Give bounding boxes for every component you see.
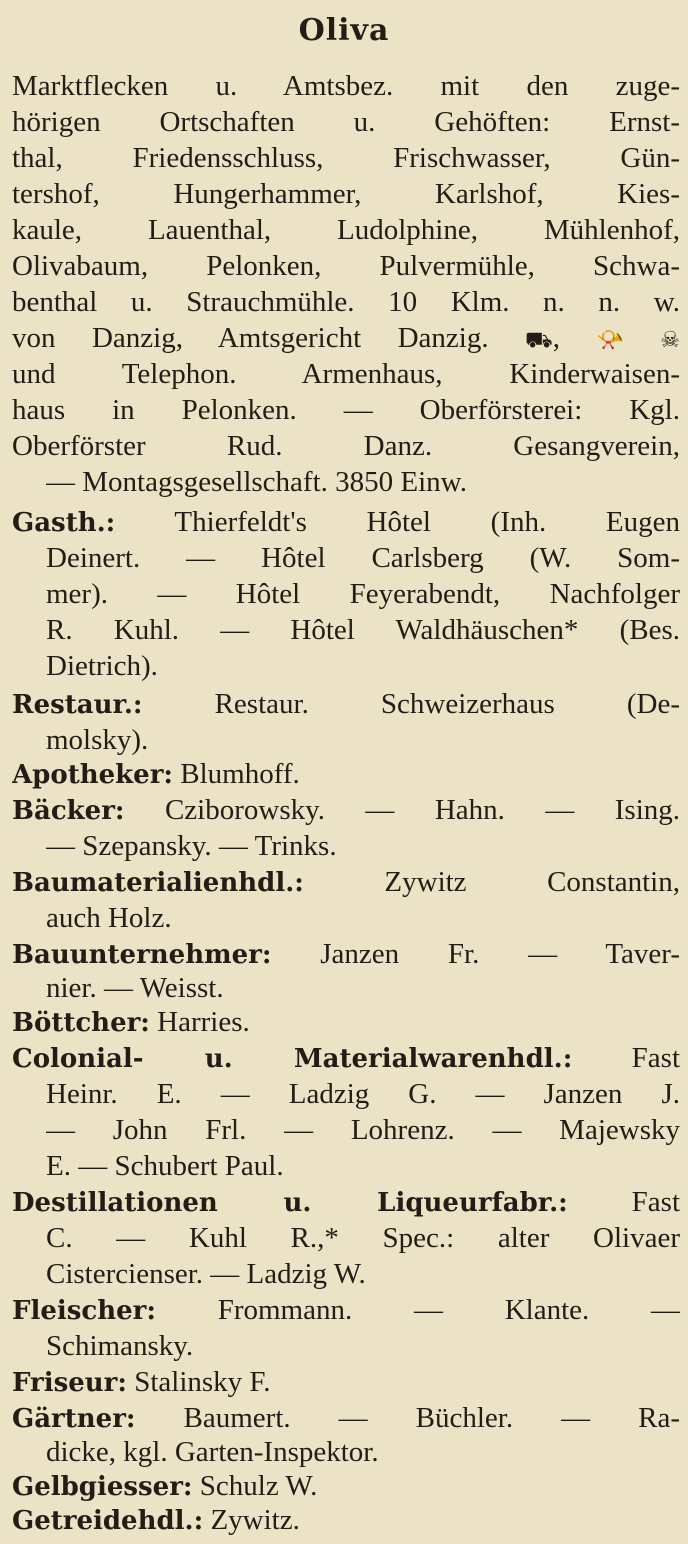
post-office-icon: ⛟ (525, 327, 553, 352)
entry-cont: auch Holz. (46, 902, 172, 934)
entry-apotheker (12, 756, 680, 792)
entry-gelbgiesser (12, 1468, 680, 1504)
entry-label: Friseur: (12, 1368, 127, 1398)
entry-label: Bäcker: (12, 796, 125, 826)
entry-label: Böttcher: (12, 1008, 150, 1038)
symbol-separator: , (552, 322, 560, 354)
entry-text: Restaur. Schweizerhaus (De- (214, 688, 680, 720)
entry-cont: — John Frl. — Lohrenz. — Majewsky (46, 1114, 680, 1146)
entry-text: Cziborowsky. — Hahn. — Ising. (164, 794, 680, 826)
intro-line: hörigen Ortschaften u. Gehöften: Ernst- (12, 106, 680, 138)
page-title: Oliva (298, 13, 390, 48)
entry-label: Restaur.: (12, 690, 143, 720)
entry-text: Baumert. — Büchler. — Ra- (183, 1402, 680, 1434)
entry-cont: molsky). (46, 724, 149, 756)
entry-cont: nier. — Weisst. (46, 972, 224, 1004)
entry-restaur (12, 686, 680, 722)
entry-destillation (12, 1184, 680, 1220)
entry-friseur (12, 1364, 680, 1400)
intro-line: Marktflecken u. Amtsbez. mit den zuge- (12, 70, 680, 102)
entry-label: Bauunternehmer: (12, 940, 272, 970)
entry-boettcher (12, 1004, 680, 1040)
entry-fleischer (12, 1292, 680, 1328)
entry-label: Colonial- u. Materialwarenhdl.: (12, 1044, 573, 1074)
entry-text: Frommann. — Klante. — (217, 1294, 680, 1326)
intro-line: thal, Friedensschluss, Frischwasser, Gün- (12, 142, 680, 174)
entry-cont: Dietrich). (46, 650, 158, 682)
entry-cont: E. — Schubert Paul. (46, 1150, 284, 1182)
intro-line: benthal u. Strauchmühle. 10 Klm. n. n. w. (12, 286, 680, 318)
entry-text: Schulz W. (199, 1470, 318, 1502)
entry-cont: — Szepansky. — Trinks. (46, 830, 337, 862)
entry-label: Getreidehdl.: (12, 1506, 204, 1536)
entry-bauunternehmer (12, 936, 680, 972)
entry-gaertner (12, 1400, 680, 1436)
entry-label: Gelbgiesser: (12, 1472, 193, 1502)
entry-cont: Deinert. — Hôtel Carlsberg (W. Som- (46, 542, 680, 574)
post-horn-icon: 📯 (596, 327, 624, 352)
intro-line: und Telephon. Armenhaus, Kinderwaisen- (12, 358, 680, 390)
telegraph-icon: ☠ (660, 327, 680, 352)
intro-line: — Montagsgesellschaft. 3850 Einw. (46, 466, 467, 498)
entry-cont: mer). — Hôtel Feyerabendt, Nachfolger (46, 578, 680, 610)
entry-cont: Heinr. E. — Ladzig G. — Janzen J. (46, 1078, 680, 1110)
entry-cont: R. Kuhl. — Hôtel Waldhäuschen* (Bes. (46, 614, 680, 646)
entry-text: Blumhoff. (180, 758, 300, 790)
entry-cont: Cistercienser. — Ladzig W. (46, 1258, 366, 1290)
entry-label: Baumaterialienhdl.: (12, 868, 304, 898)
entry-label: Gärtner: (12, 1404, 136, 1434)
entry-text: Stalinsky F. (134, 1366, 271, 1398)
intro-text: von Danzig, Amtsgericht Danzig. (12, 322, 489, 354)
entry-cont: Schimansky. (46, 1330, 194, 1362)
entry-text: Zywitz Constantin, (384, 866, 680, 898)
intro-line: kaule, Lauenthal, Ludolphine, Mühlenhof, (12, 214, 680, 246)
intro-line: Oberförster Rud. Danz. Gesangverein, (12, 430, 680, 462)
intro-line-with-symbols (12, 320, 680, 356)
entry-text: Janzen Fr. — Taver- (320, 938, 680, 970)
entry-label: Fleischer: (12, 1296, 156, 1326)
entry-label: Destillationen u. Liqueurfabr.: (12, 1188, 568, 1218)
entry-cont: dicke, kgl. Garten-Inspektor. (46, 1436, 379, 1468)
entry-cont: C. — Kuhl R.,* Spec.: alter Olivaer (46, 1222, 680, 1254)
entry-text: Fast (631, 1186, 680, 1218)
entry-baecker (12, 792, 680, 828)
entry-gasth (12, 504, 680, 540)
entry-colonial (12, 1040, 680, 1076)
intro-line: tershof, Hungerhammer, Karlshof, Kies- (12, 178, 680, 210)
entry-text: Harries. (157, 1006, 250, 1038)
entry-label: Gasth.: (12, 508, 116, 538)
intro-line: Olivabaum, Pelonken, Pulvermühle, Schwa- (12, 250, 680, 282)
entry-label: Apotheker: (12, 760, 174, 790)
entry-text: Zywitz. (210, 1504, 300, 1536)
intro-line: haus in Pelonken. — Oberförsterei: Kgl. (12, 394, 680, 426)
entry-text: Fast (631, 1042, 680, 1074)
entry-text: Thierfeldt's Hôtel (Inh. Eugen (174, 506, 680, 538)
entry-baumaterial (12, 864, 680, 900)
entry-getreide (12, 1502, 680, 1538)
